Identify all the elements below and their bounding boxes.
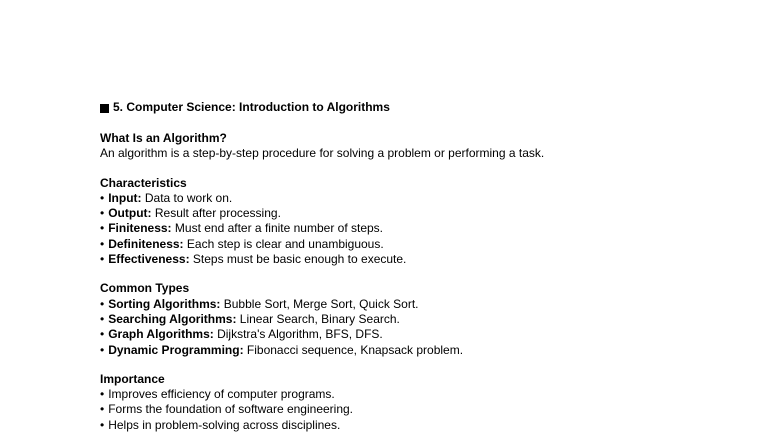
characteristics-list xyxy=(100,191,740,267)
common-types-heading: Common Types xyxy=(100,281,190,296)
list-item-text: Forms the foundation of software engineering. xyxy=(108,402,354,417)
what-is-text: An algorithm is a step-by-step procedure for solving a problem or performing a task. xyxy=(100,146,545,161)
bullet-icon: • xyxy=(100,252,105,267)
list-item-desc: Result after processing. xyxy=(151,206,281,221)
bullet-icon: • xyxy=(100,387,105,402)
list-item xyxy=(100,418,740,433)
list-item xyxy=(100,191,740,206)
bullet-icon: • xyxy=(100,402,105,417)
characteristics-section xyxy=(100,176,740,268)
page-title-text: 5. Computer Science: Introduction to Algorithms xyxy=(113,100,390,115)
list-item-desc: Each step is clear and unambiguous. xyxy=(183,236,384,251)
list-item-term: Dynamic Programming: xyxy=(108,342,244,357)
list-item xyxy=(100,312,740,327)
bullet-icon: • xyxy=(100,311,105,326)
what-is-section xyxy=(100,131,740,162)
bullet-icon: • xyxy=(100,206,105,221)
importance-section xyxy=(100,372,740,433)
bullet-icon: • xyxy=(100,342,105,357)
list-item xyxy=(100,297,740,312)
document-page xyxy=(100,100,740,447)
list-item-term: Input: xyxy=(108,190,142,205)
bullet-icon: • xyxy=(100,327,105,342)
list-item-term: Searching Algorithms: xyxy=(108,311,237,326)
common-types-section xyxy=(100,281,740,357)
list-item-desc: Fibonacci sequence, Knapsack problem. xyxy=(243,342,464,357)
list-item-desc: Must end after a finite number of steps. xyxy=(171,221,384,236)
square-bullet-icon xyxy=(100,104,109,113)
bullet-icon: • xyxy=(100,190,105,205)
list-item-text: Improves efficiency of computer programs. xyxy=(108,387,335,402)
bullet-icon: • xyxy=(100,296,105,311)
characteristics-heading: Characteristics xyxy=(100,175,187,190)
list-item-term: Effectiveness: xyxy=(108,252,190,267)
list-item xyxy=(100,327,740,342)
list-item-term: Sorting Algorithms: xyxy=(108,296,221,311)
list-item-desc: Linear Search, Binary Search. xyxy=(236,311,400,326)
importance-heading: Importance xyxy=(100,371,165,386)
list-item-term: Finiteness: xyxy=(108,221,172,236)
list-item xyxy=(100,221,740,236)
list-item xyxy=(100,387,740,402)
list-item-desc: Steps must be basic enough to execute. xyxy=(189,252,407,267)
list-item xyxy=(100,402,740,417)
list-item xyxy=(100,237,740,252)
list-item-term: Output: xyxy=(108,206,152,221)
list-item-term: Definiteness: xyxy=(108,236,184,251)
bullet-icon: • xyxy=(100,236,105,251)
bullet-icon: • xyxy=(100,417,105,432)
list-item-desc: Bubble Sort, Merge Sort, Quick Sort. xyxy=(220,296,419,311)
list-item-desc: Data to work on. xyxy=(141,190,233,205)
list-item-text: Helps in problem-solving across disciplines. xyxy=(108,417,341,432)
common-types-list xyxy=(100,297,740,358)
importance-list xyxy=(100,387,740,433)
list-item xyxy=(100,343,740,358)
list-item-desc: Dijkstra's Algorithm, BFS, DFS. xyxy=(213,327,383,342)
list-item xyxy=(100,252,740,267)
page-title xyxy=(100,100,740,116)
bullet-icon: • xyxy=(100,221,105,236)
what-is-heading: What Is an Algorithm? xyxy=(100,131,227,145)
list-item xyxy=(100,206,740,221)
list-item-term: Graph Algorithms: xyxy=(108,327,214,342)
